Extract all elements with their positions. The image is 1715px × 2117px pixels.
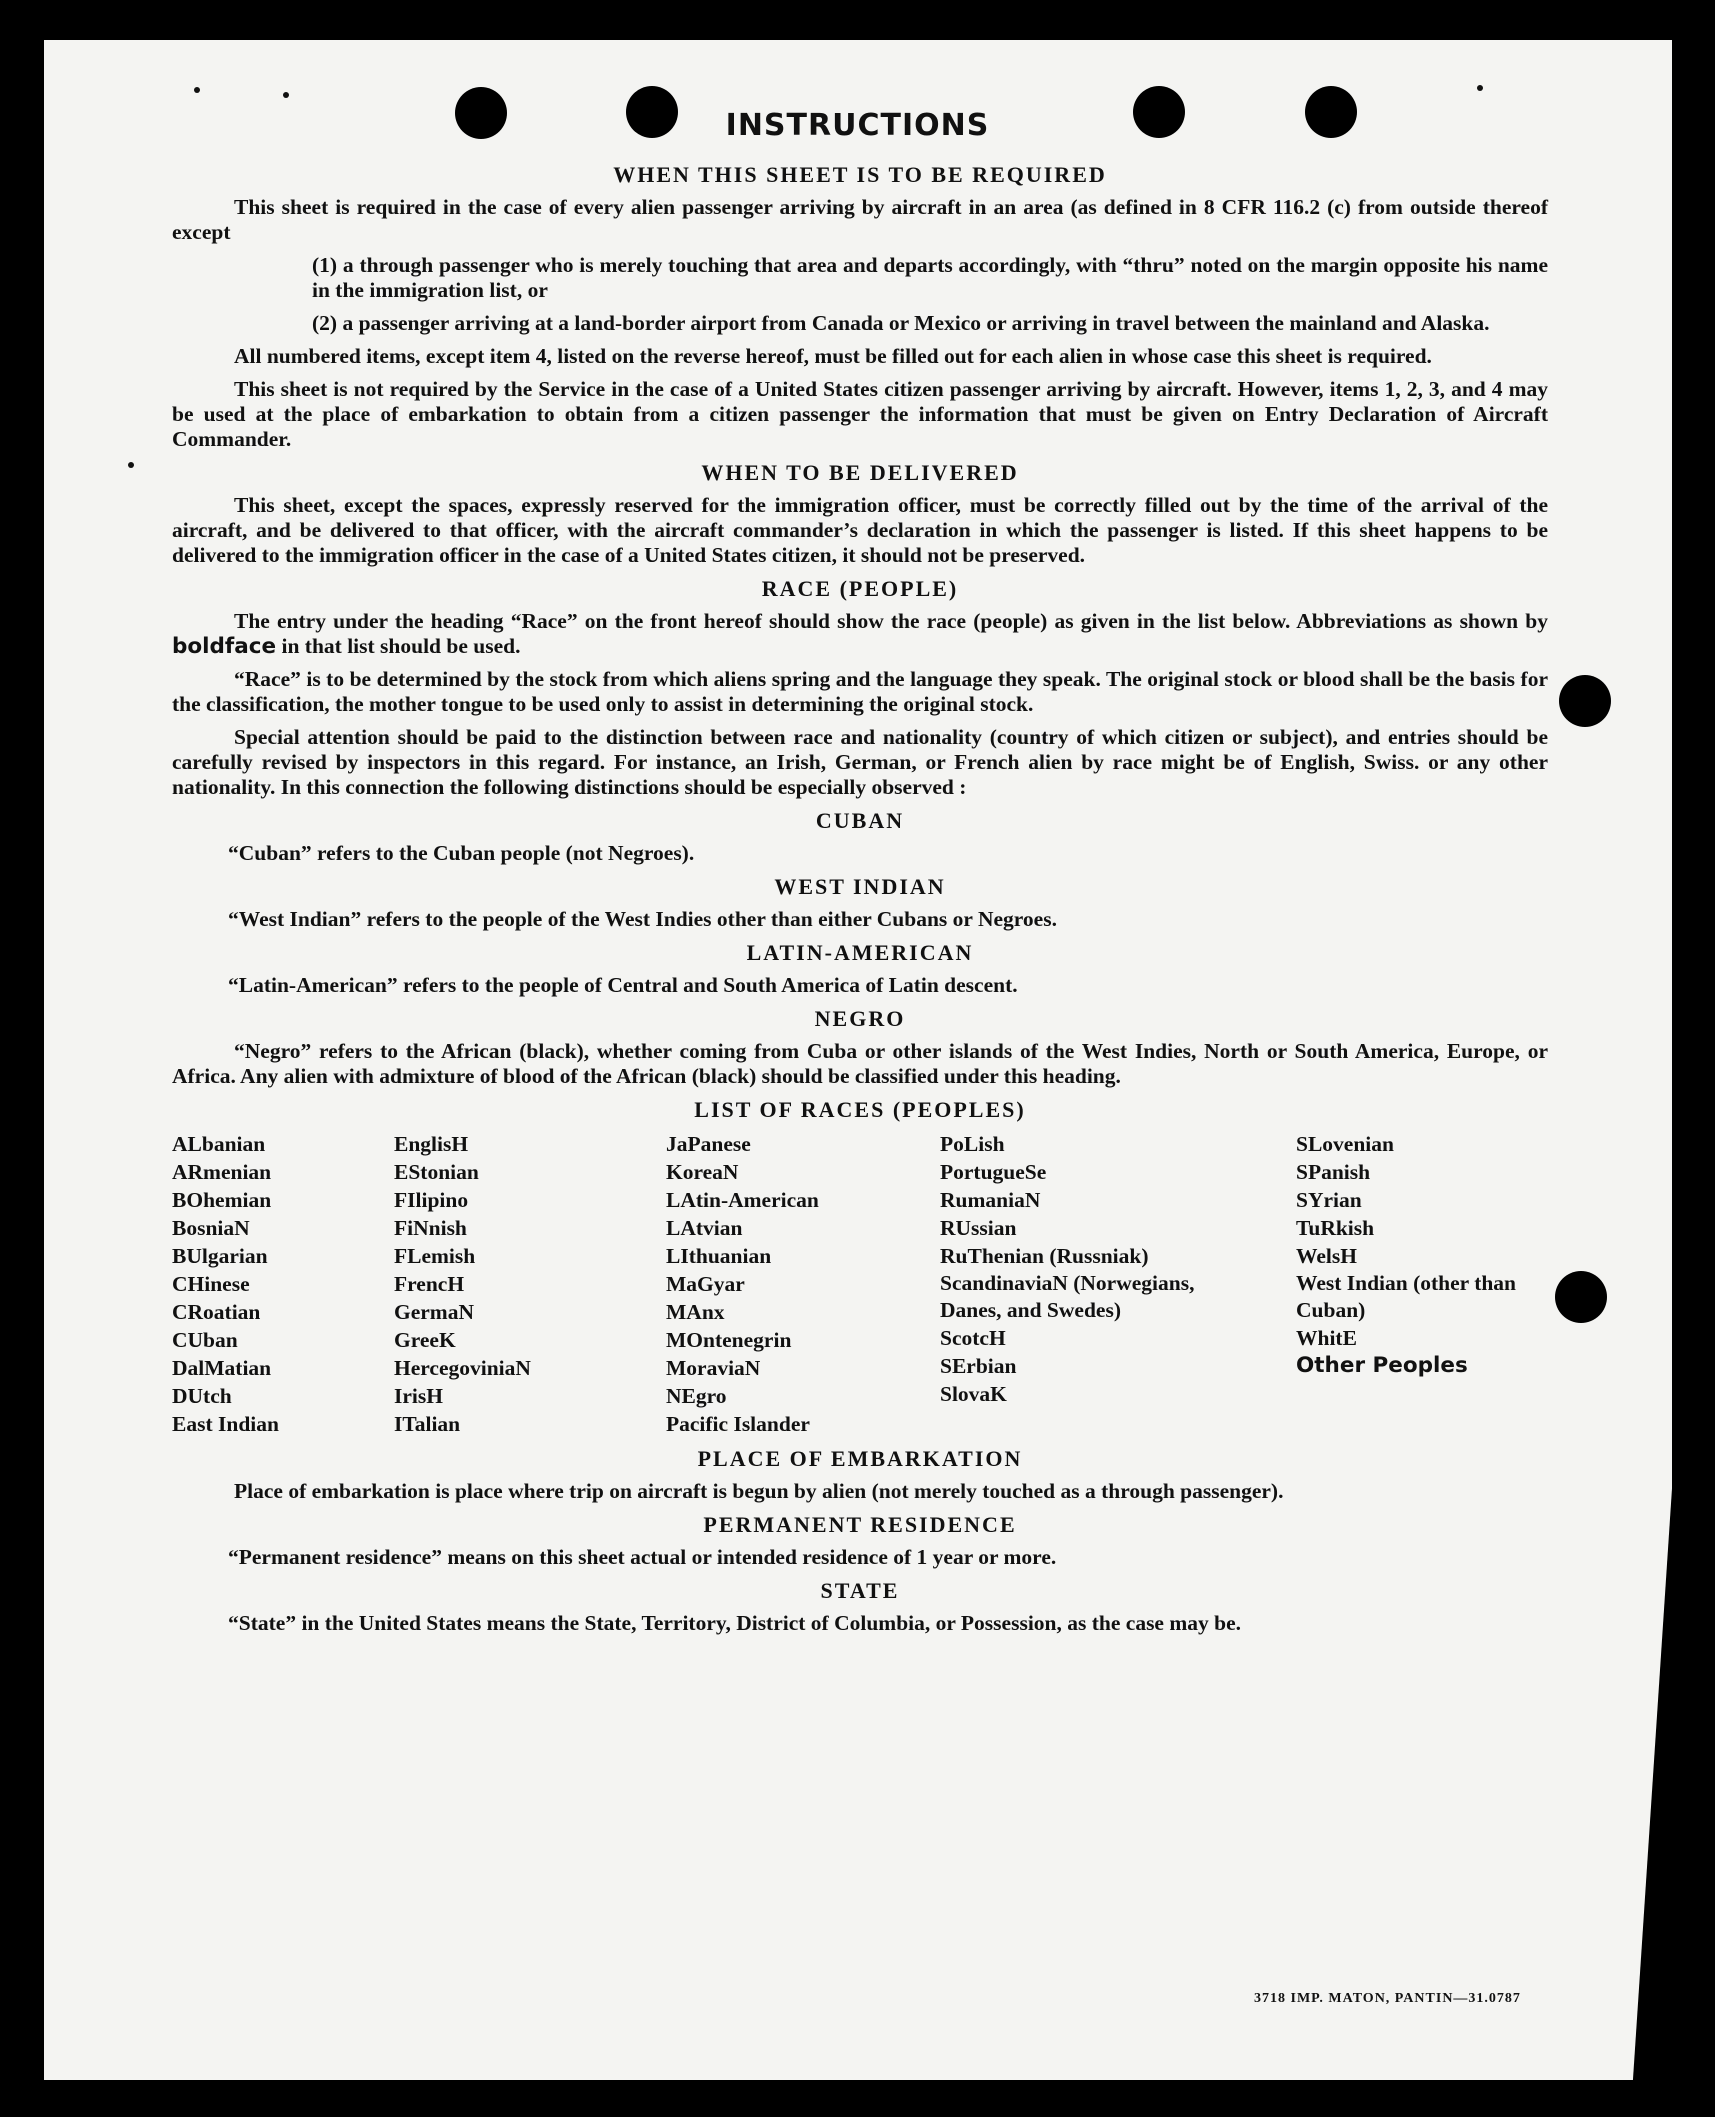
race-entry: RumaniaN: [940, 1188, 1041, 1212]
races-column-5: [1296, 1130, 1548, 1438]
race-entry: ScotcH: [940, 1326, 1006, 1350]
text: The entry under the heading “Race” on the front hereof should show the race (people) as given in the list below. Abbreviations as shown by: [234, 609, 1548, 633]
race-entry: BosniaN: [172, 1216, 250, 1240]
speck: [194, 87, 200, 93]
race-entry: LIthuanian: [666, 1244, 772, 1268]
section-heading: WHEN TO BE DELIVERED: [701, 460, 1019, 485]
section-heading: LATIN-AMERICAN: [746, 940, 974, 965]
race-entry: FLemish: [394, 1244, 476, 1268]
races-list: [172, 1130, 1548, 1438]
race-entry: DalMatian: [172, 1356, 272, 1380]
definition: “Negro” refers to the African (black), whether coming from Cuba or other islands of the West Indies, North or South America, Europe, or Africa. Any alien with admixture of blood of the African (black) should be classified under this heading.: [172, 1039, 1548, 1088]
printer-imprint: 3718 IMP. MATON, PANTIN—31.0787: [1254, 1991, 1521, 2006]
race-entry: ALbanian: [172, 1132, 266, 1156]
race-entry: EnglisH: [394, 1132, 469, 1156]
races-column-3: [666, 1130, 940, 1438]
paragraph: This sheet is required in the case of every alien passenger arriving by aircraft in an area (as defined in 8 CFR 116.2 (c) from outside thereof except: [172, 195, 1548, 244]
paragraph: [172, 609, 1548, 659]
section-heading: PERMANENT RESIDENCE: [703, 1512, 1017, 1537]
race-entry: ITalian: [394, 1412, 461, 1436]
section-heading: PLACE OF EMBARKATION: [697, 1446, 1023, 1471]
race-entry: CUban: [172, 1328, 238, 1352]
race-entry: SErbian: [940, 1354, 1017, 1378]
race-entry: TuRkish: [1296, 1216, 1375, 1240]
punch-hole-6: [1555, 1271, 1607, 1323]
race-entry: SlovaK: [940, 1382, 1007, 1406]
race-entry: KoreaN: [666, 1160, 739, 1184]
race-entry: MAnx: [666, 1300, 725, 1324]
race-entry: West Indian (other than Cuban): [1296, 1271, 1517, 1322]
race-entry: MOntenegrin: [666, 1328, 792, 1352]
section-heading: STATE: [820, 1578, 900, 1603]
paragraph: Special attention should be paid to the distinction between race and nationality (country of which citizen or subject), and entries should be carefully revised by inspectors in this regard. For instance, an Irish, German, or French alien by race might be of English, Swiss. or any other nationality. In this connection the following distinctions should be especially observed :: [172, 725, 1548, 799]
race-entry: JaPanese: [666, 1132, 751, 1156]
race-entry: FIlipino: [394, 1188, 469, 1212]
race-entry: SLovenian: [1296, 1132, 1394, 1156]
race-entry: HercegoviniaN: [394, 1356, 531, 1380]
race-entry: RUssian: [940, 1216, 1017, 1240]
race-entry: SPanish: [1296, 1160, 1371, 1184]
definition: “Permanent residence” means on this sheet actual or intended residence of 1 year or more.: [228, 1545, 1057, 1569]
speck: [283, 92, 289, 98]
race-entry: CHinese: [172, 1272, 250, 1296]
race-entry: MaGyar: [666, 1272, 745, 1296]
exception-item-1: (1) a through passenger who is merely touching that area and departs accordingly, with “thru” noted on the margin opposite his name in the immigration list, or: [312, 253, 1548, 302]
race-entry: PoLish: [940, 1132, 1005, 1156]
section-heading: WHEN THIS SHEET IS TO BE REQUIRED: [613, 162, 1107, 187]
race-entry: FiNnish: [394, 1216, 467, 1240]
races-column-2: [394, 1130, 666, 1438]
paragraph: This sheet, except the spaces, expressly reserved for the immigration officer, must be correctly filled out by the time of the arrival of the aircraft, and be delivered to that officer, with the aircraft commander’s declaration in which the passenger is listed. If this sheet happens to be delivered to the immigration officer in the case of a United States citizen, it should not be preserved.: [172, 493, 1548, 567]
race-entry: ScandinaviaN (Norwegians, Danes, and Swedes): [940, 1271, 1195, 1322]
race-entry: Other Peoples: [1296, 1353, 1468, 1378]
section-heading: CUBAN: [815, 808, 905, 833]
race-entry: MoraviaN: [666, 1356, 761, 1380]
race-entry: EStonian: [394, 1160, 479, 1184]
race-entry: IrisH: [394, 1384, 443, 1408]
definition: Place of embarkation is place where trip on aircraft is begun by alien (not merely touched as a through passenger).: [234, 1479, 1284, 1503]
race-entry: DUtch: [172, 1384, 232, 1408]
text: in that list should be used.: [281, 634, 521, 658]
page-title: INSTRUCTIONS: [725, 108, 990, 143]
paragraph: “Race” is to be determined by the stock from which aliens spring and the language they speak. The original stock or blood shall be the basis for the classification, the mother tongue to be used only to assist in determining the original stock.: [172, 667, 1548, 716]
definition: “West Indian” refers to the people of the West Indies other than either Cubans or Negroes.: [228, 907, 1057, 931]
race-entry: Pacific Islander: [666, 1412, 810, 1436]
race-entry: NEgro: [666, 1384, 727, 1408]
speck: [1477, 85, 1483, 91]
race-entry: CRoatian: [172, 1300, 261, 1324]
boldface-word: boldface: [172, 634, 277, 659]
races-column-4: [940, 1130, 1296, 1438]
race-entry: BOhemian: [172, 1188, 272, 1212]
definition: “State” in the United States means the State, Territory, District of Columbia, or Possession, as the case may be.: [228, 1611, 1242, 1635]
section-heading: RACE (PEOPLE): [761, 576, 959, 601]
definition: “Cuban” refers to the Cuban people (not Negroes).: [228, 841, 695, 865]
race-entry: GermaN: [394, 1300, 474, 1324]
section-heading: LIST OF RACES (PEOPLES): [694, 1097, 1026, 1122]
race-entry: SYrian: [1296, 1188, 1362, 1212]
definition: “Latin-American” refers to the people of Central and South America of Latin descent.: [228, 973, 1018, 997]
race-entry: WhitE: [1296, 1326, 1357, 1350]
race-entry: GreeK: [394, 1328, 456, 1352]
races-column-1: [172, 1130, 394, 1438]
race-entry: LAtin-American: [666, 1188, 819, 1212]
race-entry: RuThenian (Russniak): [940, 1244, 1149, 1268]
race-entry: WelsH: [1296, 1244, 1357, 1268]
exception-item-2: (2) a passenger arriving at a land-border airport from Canada or Mexico or arriving in travel between the mainland and Alaska.: [312, 311, 1490, 335]
speck: [128, 462, 134, 468]
section-heading: NEGRO: [814, 1006, 906, 1031]
race-entry: East Indian: [172, 1412, 279, 1436]
section-heading: WEST INDIAN: [774, 874, 946, 899]
instructions-body: [172, 156, 1548, 1644]
paragraph: This sheet is not required by the Service in the case of a United States citizen passenger arriving by aircraft. However, items 1, 2, 3, and 4 may be used at the place of embarkation to obtain from a citizen passenger the information that must be given on Entry Declaration of Aircraft Commander.: [172, 377, 1548, 451]
race-entry: ARmenian: [172, 1160, 272, 1184]
race-entry: PortugueSe: [940, 1160, 1047, 1184]
race-entry: LAtvian: [666, 1216, 743, 1240]
punch-hole-5: [1559, 675, 1611, 727]
race-entry: FrencH: [394, 1272, 465, 1296]
paragraph: All numbered items, except item 4, listed on the reverse hereof, must be filled out for each alien in whose case this sheet is required.: [234, 344, 1432, 368]
race-entry: BUlgarian: [172, 1244, 268, 1268]
